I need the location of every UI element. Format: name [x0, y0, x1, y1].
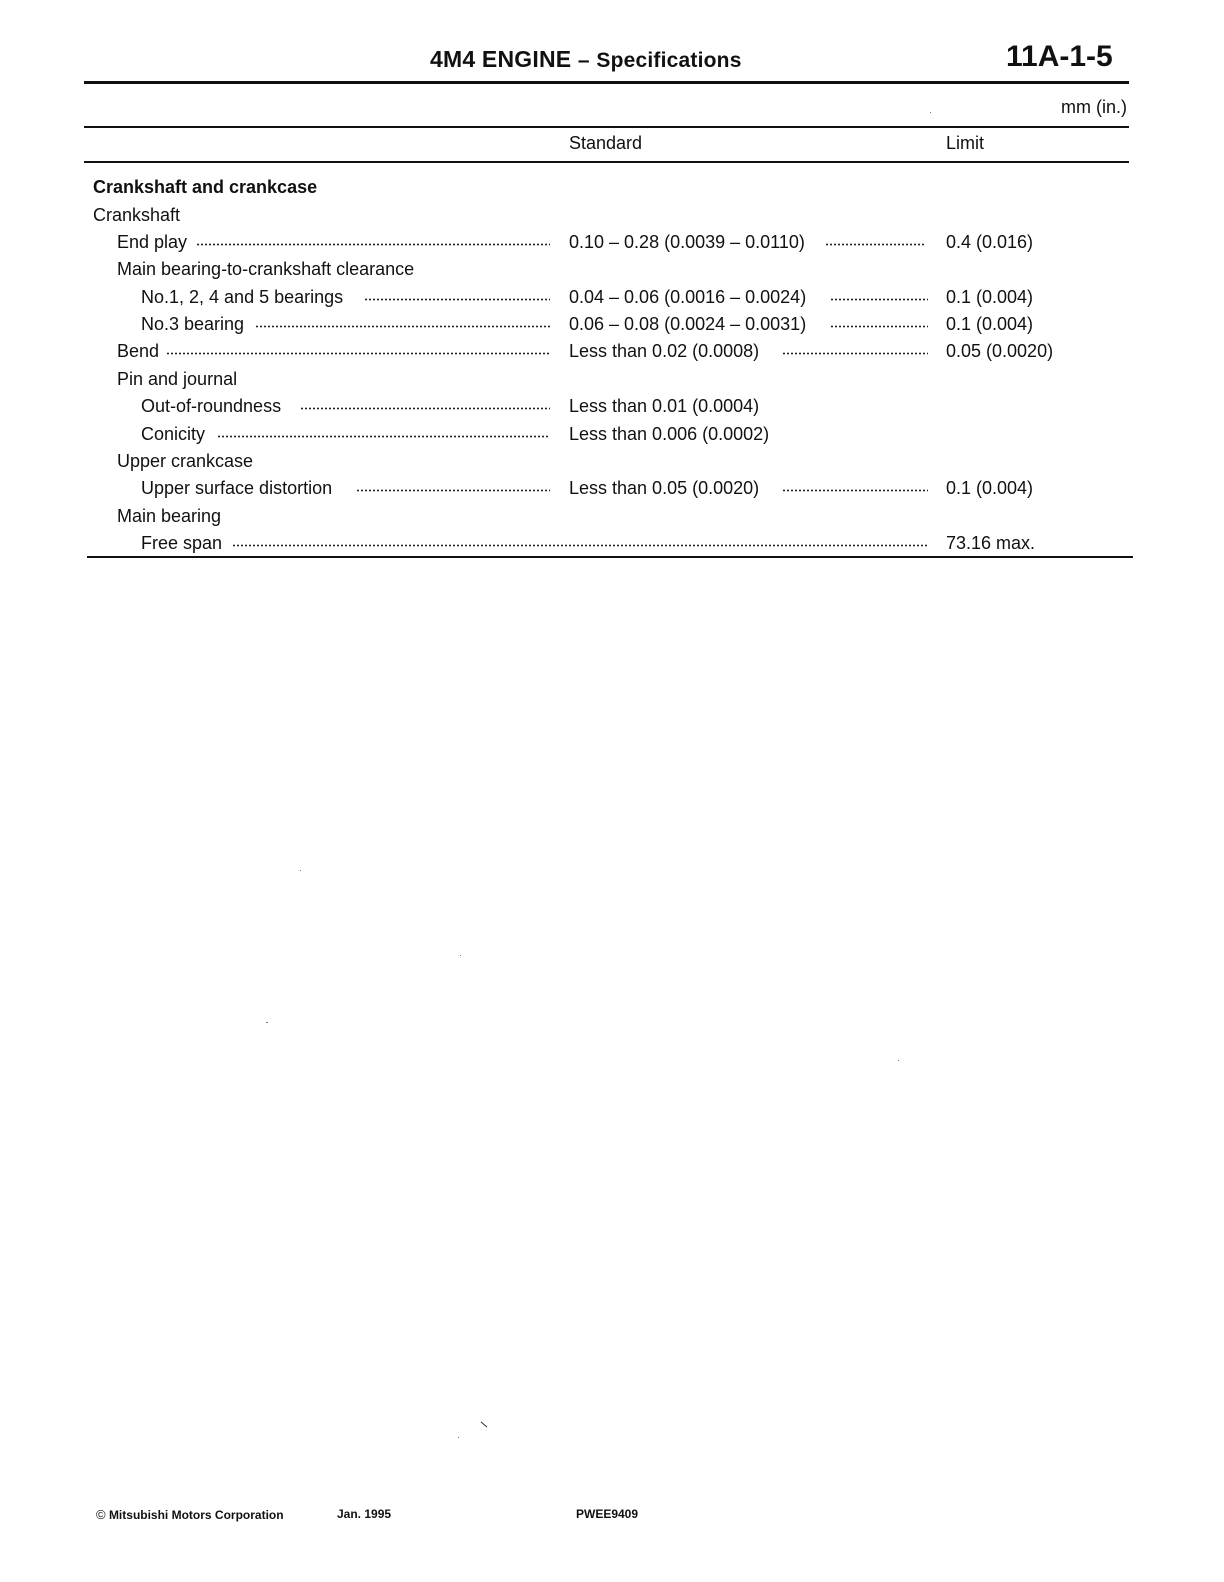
- standard-value: 0.06 – 0.08 (0.0024 – 0.0031): [569, 314, 807, 334]
- table-header-rule: [84, 161, 1129, 163]
- table-row: [0, 256, 1224, 282]
- header-rule: [84, 81, 1129, 84]
- limit-value: 0.05 (0.0020): [946, 341, 1054, 361]
- table-row: [0, 421, 1224, 447]
- scan-speck: [458, 1437, 459, 1438]
- scan-speck: [266, 1022, 268, 1023]
- table-row: [0, 366, 1224, 392]
- leader-dots: [232, 544, 928, 547]
- page-number: 11A-1-5: [1006, 40, 1113, 73]
- limit-value: 0.1 (0.004): [946, 478, 1034, 498]
- table-row: [0, 503, 1224, 529]
- scan-speck: [300, 870, 301, 871]
- row-label: Main bearing: [117, 506, 222, 526]
- leader-dots: [196, 243, 550, 246]
- row-label: Crankshaft: [93, 205, 181, 225]
- row-label: Crankshaft and crankcase: [93, 177, 318, 197]
- table-row: [0, 338, 1224, 364]
- copyright-symbol: ©: [96, 1507, 106, 1522]
- table-row: [0, 229, 1224, 255]
- table-row: [0, 174, 1224, 200]
- leader-dots: [356, 489, 550, 492]
- limit-value: 0.1 (0.004): [946, 287, 1034, 307]
- table-row: [0, 475, 1224, 501]
- leader-dots: [782, 352, 928, 355]
- leader-dots: [782, 489, 928, 492]
- page-title: [430, 46, 742, 73]
- limit-value: 0.4 (0.016): [946, 232, 1034, 252]
- limit-value: 73.16 max.: [946, 533, 1036, 553]
- leader-dots: [255, 325, 550, 328]
- row-label: Main bearing-to-crankshaft clearance: [117, 259, 415, 279]
- standard-value: Less than 0.02 (0.0008): [569, 341, 760, 361]
- leader-dots: [364, 298, 550, 301]
- scan-speck: [930, 112, 931, 113]
- table-row: [0, 202, 1224, 228]
- row-label: Conicity: [141, 424, 206, 444]
- row-label: Bend: [117, 341, 160, 361]
- table-row: [0, 311, 1224, 337]
- scan-speck: [898, 1060, 899, 1061]
- standard-value: Less than 0.05 (0.0020): [569, 478, 760, 498]
- row-label: End play: [117, 232, 188, 252]
- title-main: 4M4 ENGINE: [430, 46, 572, 72]
- row-label: Free span: [141, 533, 223, 553]
- leader-dots: [825, 243, 926, 246]
- standard-value: Less than 0.006 (0.0002): [569, 424, 770, 444]
- standard-value: 0.04 – 0.06 (0.0016 – 0.0024): [569, 287, 807, 307]
- leader-dots: [166, 352, 550, 355]
- row-label: Pin and journal: [117, 369, 238, 389]
- title-separator: –: [577, 49, 590, 72]
- leader-dots: [300, 407, 550, 410]
- column-header-limit: Limit: [946, 133, 985, 153]
- scan-speck: [460, 955, 461, 956]
- limit-value: 0.1 (0.004): [946, 314, 1034, 334]
- table-top-rule: [84, 126, 1129, 128]
- column-header-standard: Standard: [569, 133, 643, 153]
- table-row: [0, 393, 1224, 419]
- footer-doc-code: PWEE9409: [576, 1507, 639, 1521]
- leader-dots: [830, 325, 928, 328]
- table-bottom-rule: [87, 556, 1133, 558]
- row-label: Upper surface distortion: [141, 478, 333, 498]
- row-label: Out-of-roundness: [141, 396, 282, 416]
- table-row: [0, 530, 1224, 556]
- row-label: Upper crankcase: [117, 451, 254, 471]
- table-row: [0, 284, 1224, 310]
- footer-copyright: [96, 1507, 284, 1522]
- footer-date: Jan. 1995: [337, 1507, 392, 1521]
- units-label: mm (in.): [1061, 97, 1127, 117]
- row-label: No.1, 2, 4 and 5 bearings: [141, 287, 344, 307]
- standard-value: 0.10 – 0.28 (0.0039 – 0.0110): [569, 232, 805, 252]
- row-label: No.3 bearing: [141, 314, 245, 334]
- title-subtitle: Specifications: [596, 49, 742, 72]
- scan-speck: [481, 1422, 488, 1428]
- leader-dots: [830, 298, 928, 301]
- leader-dots: [217, 435, 550, 438]
- standard-value: Less than 0.01 (0.0004): [569, 396, 760, 416]
- table-row: [0, 448, 1224, 474]
- footer-company: Mitsubishi Motors Corporation: [108, 1508, 284, 1522]
